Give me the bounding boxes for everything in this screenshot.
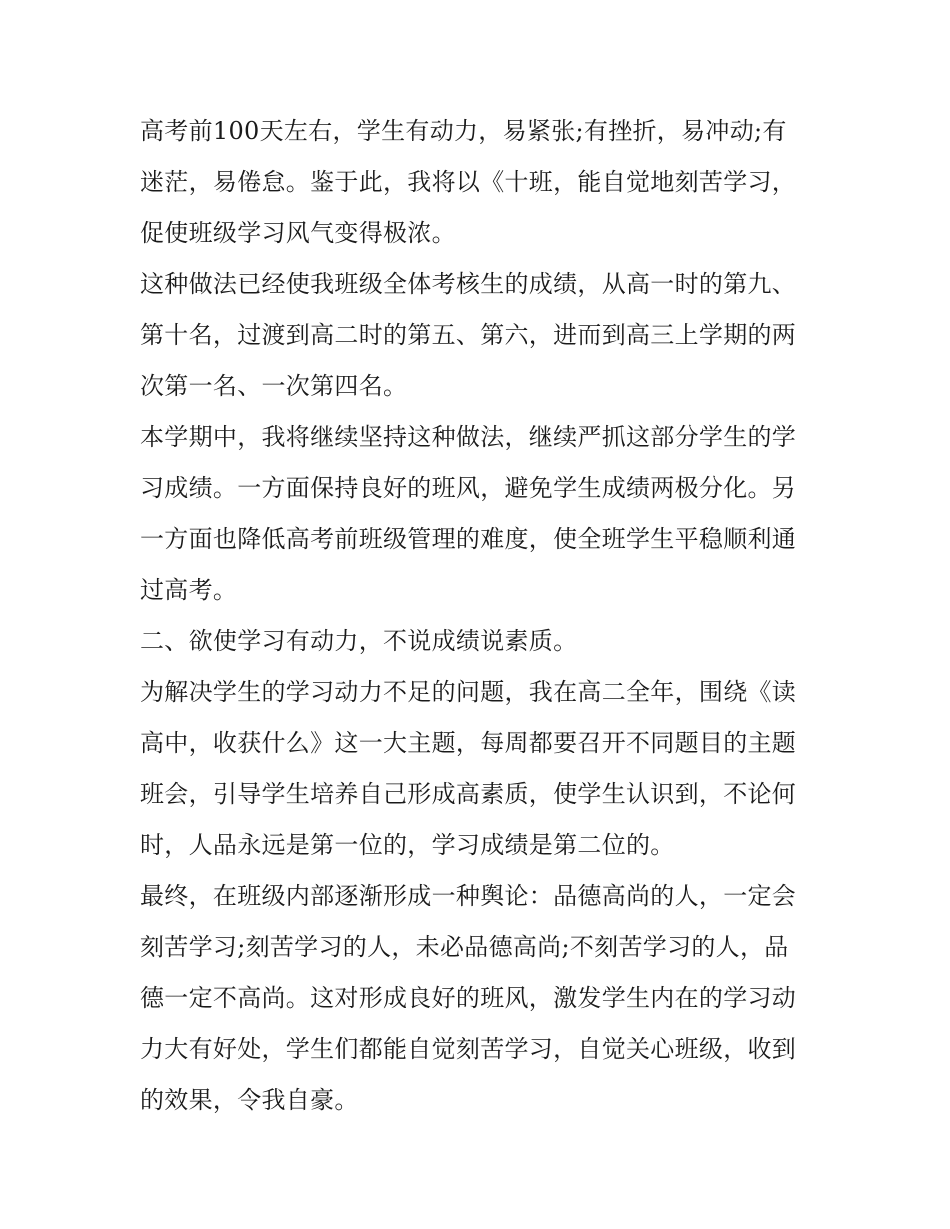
text-line: 次第一名、一次第四名。	[140, 372, 408, 400]
heading-line: 二、欲使学习有动力，不说成绩说素质。	[140, 627, 578, 655]
text-line: 的效果，令我自豪。	[140, 1086, 359, 1114]
text-line: 高中，收获什么》这一大主题，每周都要召开不同题目的主题	[140, 729, 797, 757]
text-line: 促使班级学习风气变得极浓。	[140, 219, 456, 247]
text-line: 为解决学生的学习动力不足的问题，我在高二全年，围绕《读	[140, 678, 797, 706]
text-line: 最终，在班级内部逐渐形成一种舆论：品德高尚的人，一定会	[140, 882, 797, 910]
text-line: 高考前100天左右，学生有动力，易紧张;有挫折，易冲动;有	[140, 117, 787, 145]
paragraph-2	[140, 259, 812, 412]
text-line: 力大有好处，学生们都能自觉刻苦学习，自觉关心班级，收到	[140, 1035, 797, 1063]
document-body	[140, 106, 812, 1126]
text-line: 迷茫，易倦怠。鉴于此，我将以《十班，能自觉地刻苦学习，	[140, 168, 797, 196]
text-line: 时，人品永远是第一位的，学习成绩是第二位的。	[140, 831, 675, 859]
text-line: 过高考。	[140, 576, 238, 604]
text-line: 一方面也降低高考前班级管理的难度，使全班学生平稳顺利通	[140, 525, 797, 553]
paragraph-3	[140, 412, 812, 616]
text-line: 本学期中，我将继续坚持这种做法，继续严抓这部分学生的学	[140, 423, 797, 451]
text-line: 班会，引导学生培养自己形成高素质，使学生认识到，不论何	[140, 780, 797, 808]
text-line: 德一定不高尚。这对形成良好的班风，激发学生内在的学习动	[140, 984, 797, 1012]
paragraph-1	[140, 106, 812, 259]
section-heading	[140, 616, 812, 667]
text-line: 刻苦学习;刻苦学习的人，未必品德高尚;不刻苦学习的人，品	[140, 933, 789, 961]
text-line: 第十名，过渡到高二时的第五、第六，进而到高三上学期的两	[140, 321, 797, 349]
paragraph-5	[140, 871, 812, 1126]
text-line: 这种做法已经使我班级全体考核生的成绩，从高一时的第九、	[140, 270, 797, 298]
paragraph-4	[140, 667, 812, 871]
text-line: 习成绩。一方面保持良好的班风，避免学生成绩两极分化。另	[140, 474, 797, 502]
